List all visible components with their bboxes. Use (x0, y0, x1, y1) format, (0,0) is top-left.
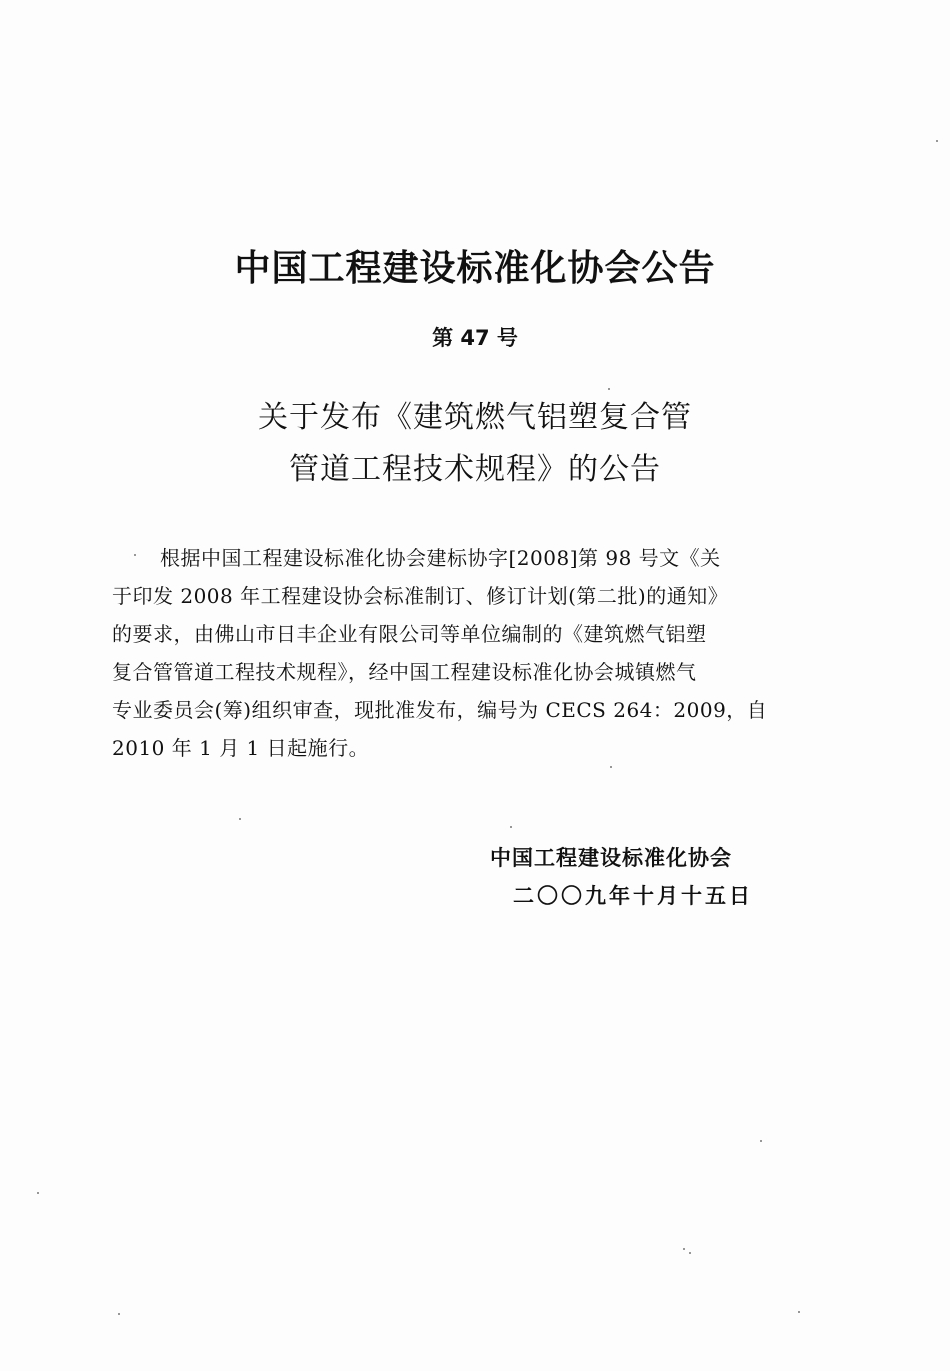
scan-speck (37, 1192, 39, 1194)
body-line-4: 复合管管道工程技术规程》，经中国工程建设标准化协会城镇燃气 (112, 660, 697, 684)
scan-speck (118, 1313, 120, 1315)
scan-speck (936, 140, 938, 142)
body-line-5: 专业委员会(筹)组织审查，现批准发布，编号为 CECS 264：2009，自 (112, 698, 768, 722)
scan-speck (239, 818, 241, 820)
scan-speck (134, 554, 136, 556)
announcement-title: 中国工程建设标准化协会公告 (234, 248, 716, 289)
subtitle-line-2: 管道工程技术规程》的公告 (289, 452, 661, 487)
body-line-1: 根据中国工程建设标准化协会建标协字[2008]第 98 号文《关 (160, 546, 721, 570)
issue-number: 第 47 号 (432, 326, 518, 350)
body-line-3: 的要求，由佛山市日丰企业有限公司等单位编制的《建筑燃气铝塑 (112, 622, 707, 646)
body-line-6: 2010 年 1 月 1 日起施行。 (112, 736, 370, 760)
scan-speck (760, 1140, 762, 1142)
signature-organization: 中国工程建设标准化协会 (490, 846, 732, 870)
signature-date: 二〇〇九年十月十五日 (513, 884, 753, 908)
scan-speck (689, 1252, 691, 1254)
body-line-2: 于印发 2008 年工程建设协会标准制订、修订计划(第二批)的通知》 (112, 584, 729, 608)
subtitle-line-1: 关于发布《建筑燃气铝塑复合管 (258, 400, 692, 435)
scan-speck (683, 1248, 685, 1250)
scan-speck (610, 766, 612, 768)
scan-speck (510, 826, 512, 828)
scan-speck (608, 388, 610, 390)
scan-speck (798, 1311, 800, 1313)
